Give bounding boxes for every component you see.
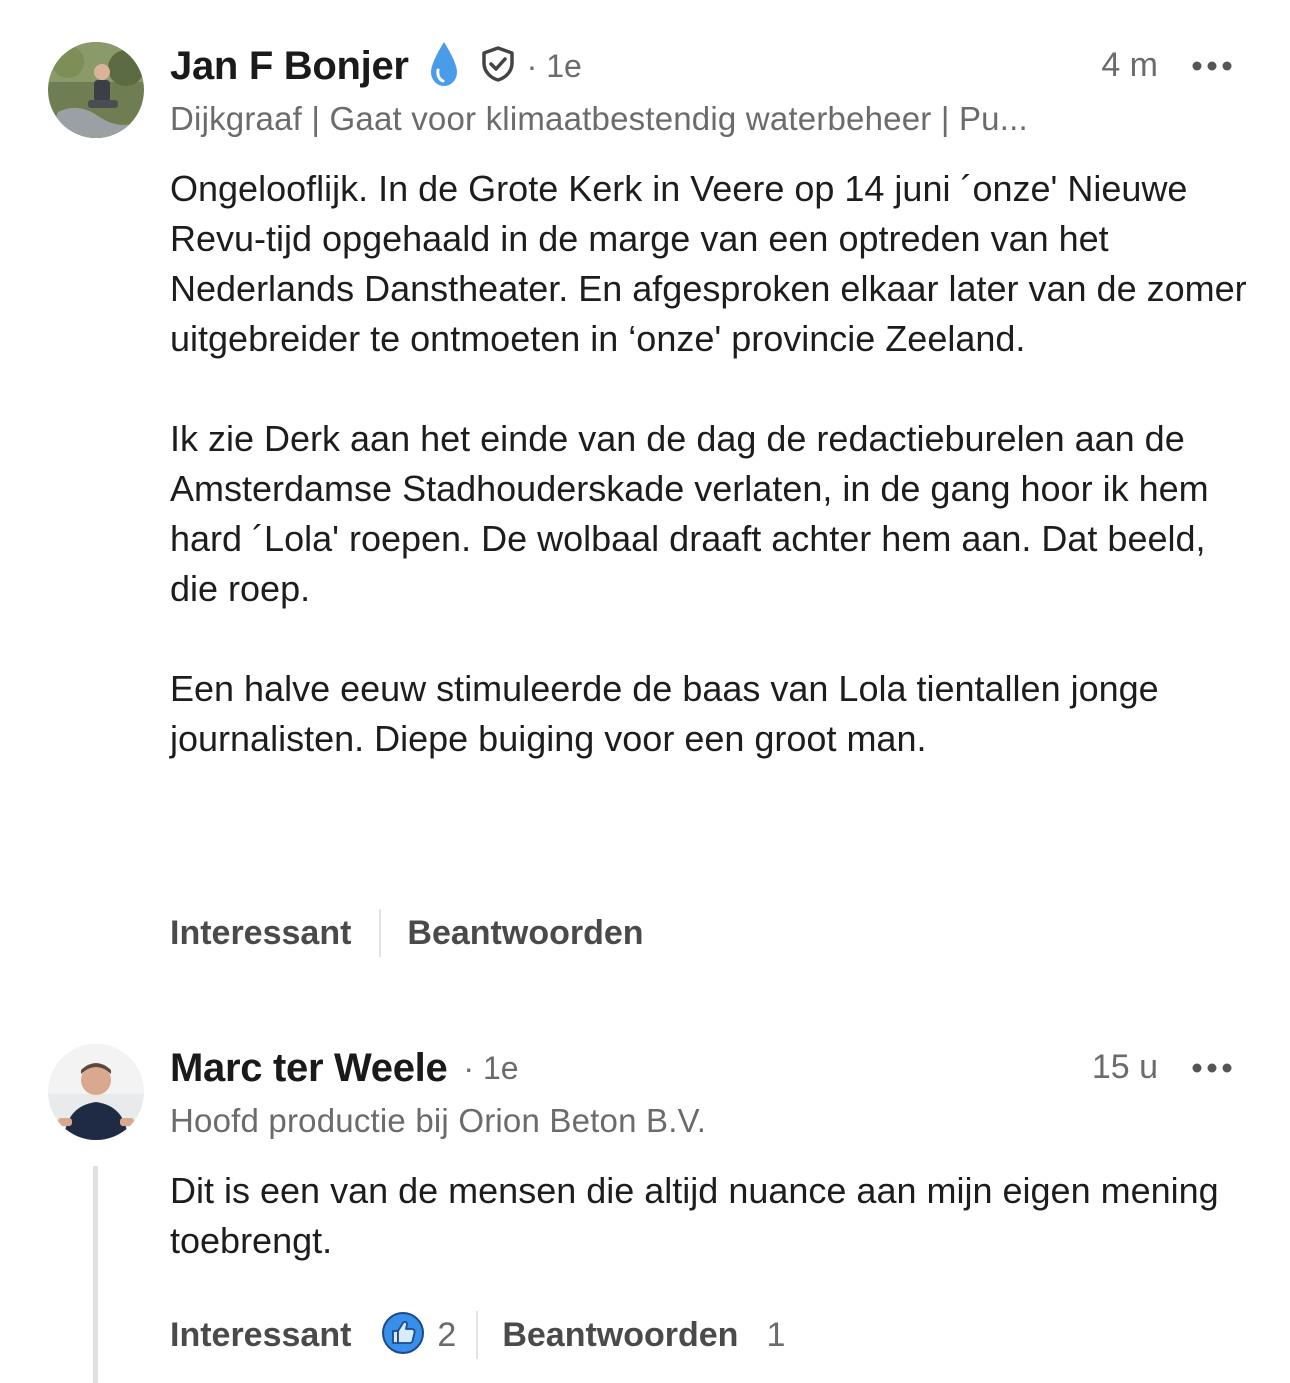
avatar[interactable] — [48, 42, 144, 138]
author-name[interactable]: Jan F Bonjer — [170, 43, 409, 88]
verified-shield-icon[interactable] — [481, 46, 515, 87]
reply-thread-line — [93, 1166, 98, 1383]
connection-degree: · 1e — [526, 47, 582, 84]
comment-body — [170, 164, 1260, 764]
more-options-icon[interactable] — [1190, 46, 1234, 86]
author-row — [170, 1042, 519, 1094]
author-headline: Dijkgraaf | Gaat voor klimaatbestendig waterbeheer | Pu... — [170, 100, 1028, 137]
connection-degree: · 1e — [463, 1049, 519, 1086]
author-row — [170, 40, 582, 92]
comment-paragraph: Ongelooflijk. In de Grote Kerk in Veere op 14 juni ´onze' Nieuwe Revu-tijd opgehaald in de marge van een optreden van het Nederlands Danstheater. En afgesproken elkaar later van de zomer uitgebreider te ontmoeten in ‘onze' provincie Zeeland. — [170, 168, 1247, 359]
author-name[interactable]: Marc ter Weele — [170, 1045, 448, 1090]
timestamp: 15 u — [1091, 1048, 1158, 1086]
comment-paragraph: Een halve eeuw stimuleerde de baas van Lola tientallen jonge journalisten. Diepe buiging voor een groot man. — [170, 668, 1159, 759]
action-divider — [379, 909, 381, 957]
water-drop-icon — [429, 40, 459, 93]
action-divider — [476, 1311, 478, 1359]
interessant-button[interactable]: Interessant — [170, 913, 352, 952]
reply-button[interactable]: Beantwoorden — [502, 1315, 739, 1354]
interessant-button[interactable]: Interessant — [170, 1315, 352, 1354]
comment-paragraph: Dit is een van de mensen die altijd nuance aan mijn eigen mening toebrengt. — [170, 1170, 1219, 1261]
reply-button[interactable]: Beantwoorden — [407, 913, 644, 952]
timestamp: 4 m — [1101, 46, 1158, 84]
avatar[interactable] — [48, 1044, 144, 1140]
reply-count[interactable]: 1 — [766, 1315, 786, 1354]
more-options-icon[interactable] — [1190, 1048, 1234, 1088]
comment-actions — [170, 908, 644, 958]
comment-body — [170, 1166, 1260, 1266]
comment-paragraph: Ik zie Derk aan het einde van de dag de redactieburelen aan de Amsterdamse Stadhouderskade verlaten, in de gang hoor ik hem hard ´Lola' roepen. De wolbaal draaft achter hem aan. Dat beeld, die roep. — [170, 418, 1209, 609]
thumbs-up-icon[interactable] — [381, 1311, 425, 1360]
comment-actions — [170, 1310, 785, 1360]
reaction-count[interactable]: 2 — [437, 1315, 457, 1354]
author-headline: Hoofd productie bij Orion Beton B.V. — [170, 1102, 707, 1139]
